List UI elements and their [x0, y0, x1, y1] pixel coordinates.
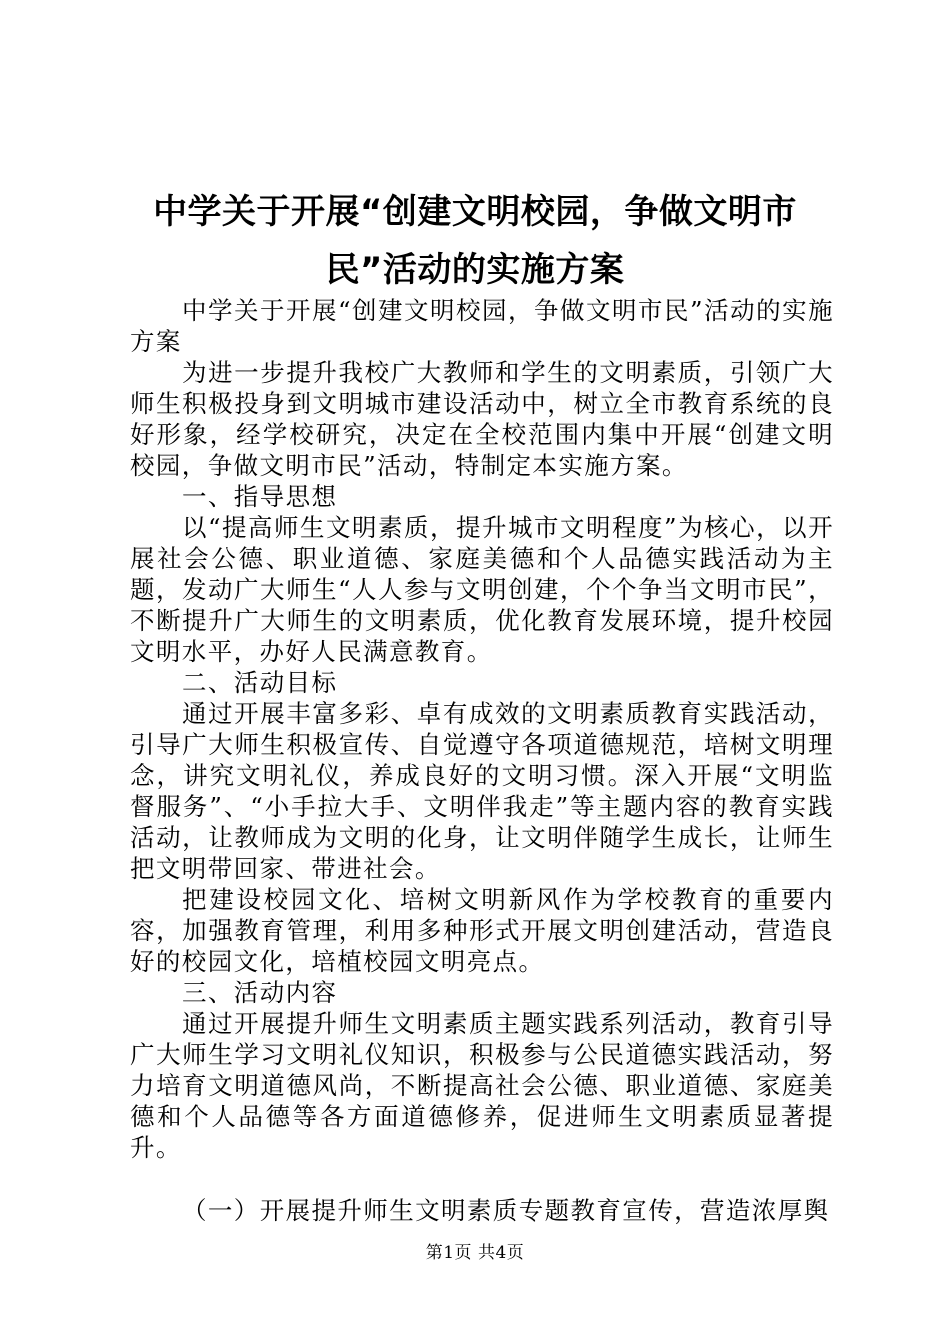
section-heading-activity-goals: 二、活动目标 [182, 668, 338, 697]
paragraph-activity-goals-2: 把建设校园文化、培树文明新风作为学校教育的重要内容，加强教育管理，利用多种形式开展文明创建活动，营造良好的校园文化，培植校园文明亮点。 [130, 885, 834, 976]
paragraph-title-repeat: 中学关于开展“创建文明校园，争做文明市民”活动的实施方案 [130, 296, 834, 356]
paragraph-guiding-ideology: 以“提高师生文明素质，提升城市文明程度”为核心，以开展社会公德、职业道德、家庭美德和个人品德实践活动为主题，发动广大师生“人人参与文明创建，个个争当文明市民”，不断提升广大师生的文明素质，优化教育发展环境，提升校园文明水平，办好人民满意教育。 [130, 513, 834, 666]
document-title: 中学关于开展“创建文明校园，争做文明市民”活动的实施方案 [153, 192, 797, 290]
paragraph-activity-goals-1: 通过开展丰富多彩、卓有成效的文明素质教育实践活动，引导广大师生积极宣传、自觉遵守各项道德规范，培树文明理念，讲究文明礼仪，养成良好的文明习惯。深入开展“文明监督服务”、“小手拉大手、文明伴我走”等主题内容的教育实践活动，让教师成为文明的化身，让文明伴随学生成长，让师生把文明带回家、带进社会。 [130, 699, 834, 883]
document-body [130, 295, 834, 1226]
paragraph-intro: 为进一步提升我校广大教师和学生的文明素质，引领广大师生积极投身到文明城市建设活动中，树立全市教育系统的良好形象，经学校研究，决定在全校范围内集中开展“创建文明校园，争做文明市民”活动，特制定本实施方案。 [130, 358, 834, 480]
page-footer: 第1页 共4页 [425, 1243, 525, 1263]
subsection-heading-1: （一）开展提升师生文明素质专题教育宣传，营造浓厚舆 [182, 1196, 830, 1225]
section-heading-guiding-ideology: 一、指导思想 [182, 482, 338, 511]
paragraph-activity-content: 通过开展提升师生文明素质主题实践系列活动，教育引导广大师生学习文明礼仪知识，积极参与公民道德实践活动，努力培育文明道德风尚，不断提高社会公德、职业道德、家庭美德和个人品德等各方面道德修养，促进师生文明素质显著提升。 [130, 1009, 834, 1162]
section-heading-activity-content: 三、活动内容 [182, 978, 338, 1007]
